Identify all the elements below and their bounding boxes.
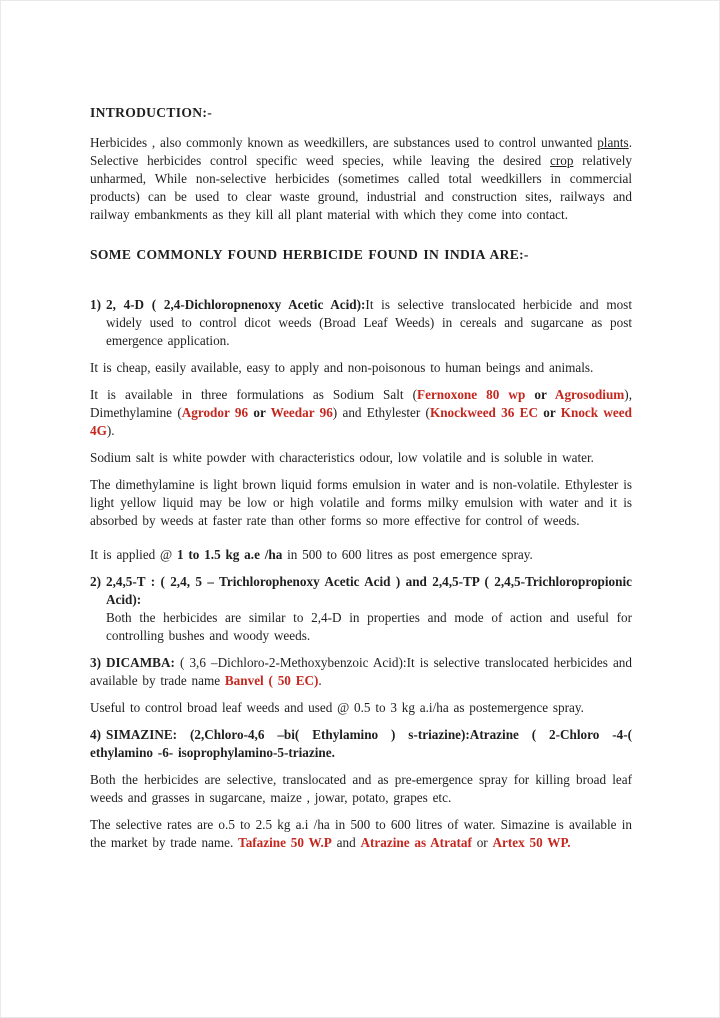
- text-segment: ).: [106, 423, 115, 438]
- trade-name: Fernoxone 80 wp: [417, 387, 526, 402]
- text-segment: INTRODUCTION:-: [90, 105, 213, 120]
- list-marker: 3): [90, 655, 101, 670]
- herbicide-item-4: [90, 726, 632, 762]
- herbicide-item-3: [90, 654, 632, 690]
- paragraph-sodium-salt: [90, 449, 632, 467]
- trade-name: Atrazine as Atrataf: [360, 835, 472, 850]
- herbicide-item-2: [90, 573, 632, 645]
- paragraph-24d-formulations: [90, 386, 632, 440]
- text-segment: The dimethylamine is light brown liquid forms emulsion in water and is non-volatile. Ethylester is light yellow liquid may be low or high volatile and forms milky emulsion with water and it is absorbed by weeds at faster rate than other forms so more effective for control of weeds.: [90, 477, 632, 528]
- text-segment: relatively unharmed, While non-selective herbicides (sometimes called total weedkillers in commercial products) can be used to clear waste ground, industrial and construction sites, railways and railway embankments as they kill all plant material with which they come into contact.: [90, 153, 632, 222]
- list-marker: 4): [90, 727, 101, 742]
- text-segment: ( 3,6 –Dichloro-2-Methoxybenzoic Acid):It is selective translocated herbicides and available by trade name: [90, 655, 632, 688]
- text-segment: It is available in three formulations as Sodium Salt (: [90, 387, 418, 402]
- text-segment: SIMAZINE: (2,Chloro-4,6 –bi( Ethylamino ) s-triazine):Atrazine ( 2-Chloro -4-( ethylamino -6- isoprophylamino-5-triazine.: [90, 727, 632, 760]
- text-segment: or: [248, 405, 271, 420]
- text-segment: .: [318, 673, 322, 688]
- underlined-term: plants: [597, 135, 629, 150]
- intro-paragraph: [90, 134, 632, 224]
- text-segment: or: [525, 387, 555, 402]
- text-segment: ), Dimethylamine (: [90, 387, 632, 420]
- text-segment: and: [331, 835, 361, 850]
- trade-name: Knockweed 36 EC: [429, 405, 538, 420]
- text-segment: Useful to control broad leaf weeds and used @ 0.5 to 3 kg a.i/ha as postemergence spray.: [90, 700, 584, 715]
- text-segment: The selective rates are o.5 to 2.5 kg a.i /ha in 500 to 600 litres of water. Simazine is available in the market by trade name.: [90, 817, 632, 850]
- section-heading: [90, 246, 632, 264]
- trade-name: Agrosodium: [554, 387, 625, 402]
- text-segment: It is cheap, easily available, easy to apply and non-poisonous to human beings and animals.: [90, 360, 594, 375]
- trade-name: Banvel ( 50 EC): [224, 673, 319, 688]
- text-segment: 1 to 1.5 kg a.e /ha: [177, 547, 283, 562]
- text-segment: It is applied @: [90, 547, 177, 562]
- text-segment: . Selective herbicides control specific weed species, while leaving the desired: [90, 135, 632, 168]
- text-segment: It is selective translocated herbicide and most widely used to control dicot weeds (Broad Leaf Weeds) in cereals and sugarcane as post emergence application.: [106, 297, 632, 348]
- text-segment: Both the herbicides are similar to 2,4-D in properties and mode of action and useful for controlling bushes and woody weeds.: [106, 610, 632, 643]
- paragraph-simazine-rates: [90, 816, 632, 852]
- paragraph-24d-properties: [90, 359, 632, 377]
- text-segment: DICAMBA:: [106, 655, 175, 670]
- text-segment: SOME COMMONLY FOUND HERBICIDE FOUND IN INDIA ARE:-: [90, 247, 529, 262]
- herbicide-item-1: [90, 296, 632, 350]
- trade-name: Weedar 96: [270, 405, 333, 420]
- trade-name: Agrodor 96: [181, 405, 249, 420]
- list-marker: 2): [90, 574, 101, 589]
- paragraph-simazine-use: [90, 771, 632, 807]
- text-segment: 2, 4-D ( 2,4-Dichloropnenoxy Acetic Acid):: [106, 297, 366, 312]
- text-segment: Both the herbicides are selective, translocated and as pre-emergence spray for killing broad leaf weeds and grasses in sugarcane, maize , jowar, potato, grapes etc.: [90, 772, 632, 805]
- list-marker: 1): [90, 297, 101, 312]
- text-segment: Sodium salt is white powder with characteristics odour, low volatile and is soluble in water.: [90, 450, 594, 465]
- paragraph-dimethylamine: [90, 476, 632, 530]
- text-segment: or: [471, 835, 493, 850]
- trade-name: Artex 50 WP.: [492, 835, 571, 850]
- paragraph-dicamba-use: [90, 699, 632, 717]
- trade-name: Knock weed 4G: [90, 405, 632, 438]
- trade-name: Tafazine 50 W.P: [238, 835, 332, 850]
- text-segment: ) and Ethylester (: [332, 405, 430, 420]
- paragraph-application-rate: [90, 546, 632, 564]
- text-segment: in 500 to 600 litres as post emergence spray.: [282, 547, 533, 562]
- text-segment: Herbicides , also commonly known as weedkillers, are substances used to control unwanted: [90, 135, 598, 150]
- text-segment: 2,4,5-T : ( 2,4, 5 – Trichlorophenoxy Acetic Acid ) and 2,4,5-TP ( 2,4,5-Trichloropropionic Acid):: [106, 574, 632, 607]
- intro-heading: [90, 104, 632, 122]
- underlined-term: crop: [550, 153, 574, 168]
- document-body: [90, 104, 632, 852]
- text-segment: or: [537, 405, 561, 420]
